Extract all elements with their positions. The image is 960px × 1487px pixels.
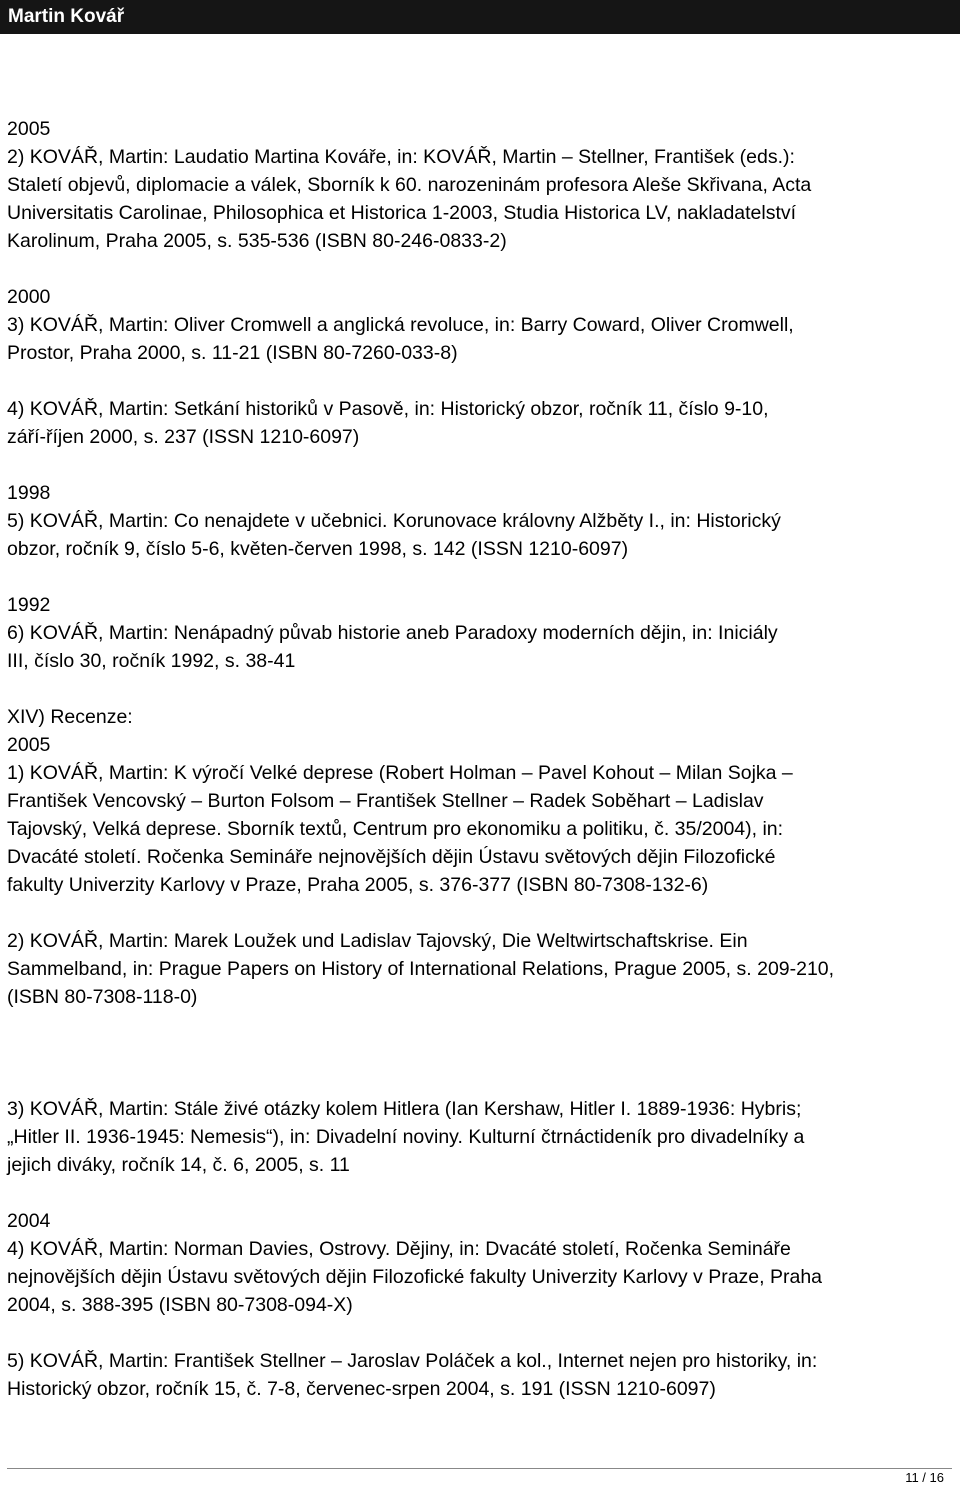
text-line: 2) KOVÁŘ, Martin: Laudatio Martina Kováře, in: KOVÁŘ, Martin – Stellner, František (eds.):	[7, 146, 795, 168]
text-line: jejich diváky, ročník 14, č. 6, 2005, s. 11	[7, 1154, 350, 1176]
text-line: 5) KOVÁŘ, Martin: František Stellner – Jaroslav Poláček a kol., Internet nejen pro historiky, in:	[7, 1350, 818, 1372]
text-line: Sammelband, in: Prague Papers on History of International Relations, Prague 2005, s. 209-210,	[7, 958, 835, 980]
text-line: 5) KOVÁŘ, Martin: Co nenajdete v učebnici. Korunovace královny Alžběty I., in: Historický	[7, 510, 781, 532]
year-heading: 2005	[7, 118, 51, 140]
year-heading: 2005	[7, 734, 51, 756]
section-heading: XIV) Recenze:	[7, 706, 133, 728]
text-line: 6) KOVÁŘ, Martin: Nenápadný půvab historie aneb Paradoxy moderních dějin, in: Iniciály	[7, 622, 778, 644]
text-line: 3) KOVÁŘ, Martin: Oliver Cromwell a anglická revoluce, in: Barry Coward, Oliver Cromwell,	[7, 314, 794, 336]
text-line: III, číslo 30, ročník 1992, s. 38-41	[7, 650, 296, 672]
text-line: (ISBN 80-7308-118-0)	[7, 986, 198, 1008]
text-line: „Hitler II. 1936-1945: Nemesis“), in: Divadelní noviny. Kulturní čtrnáctideník pro divadelníky a	[7, 1126, 805, 1148]
text-line: František Vencovský – Burton Folsom – František Stellner – Radek Soběhart – Ladislav	[7, 790, 764, 812]
page-header-title: Martin Kovář	[8, 6, 125, 27]
footer-divider	[7, 1468, 952, 1469]
text-line: 3) KOVÁŘ, Martin: Stále živé otázky kolem Hitlera (Ian Kershaw, Hitler I. 1889-1936: Hybris;	[7, 1098, 802, 1120]
year-heading: 2000	[7, 286, 51, 308]
text-line: Dvacáté století. Ročenka Semináře nejnovějších dějin Ústavu světových dějin Filozofické	[7, 846, 776, 868]
header-bar	[0, 0, 960, 34]
text-line: 2004, s. 388-395 (ISBN 80-7308-094-X)	[7, 1294, 353, 1316]
year-heading: 2004	[7, 1210, 51, 1232]
text-line: 4) KOVÁŘ, Martin: Norman Davies, Ostrovy. Dějiny, in: Dvacáté století, Ročenka Semináře	[7, 1238, 791, 1260]
text-line: Tajovský, Velká deprese. Sborník textů, Centrum pro ekonomiku a politiku, č. 35/2004), in:	[7, 818, 784, 840]
page-number: 11 / 16	[905, 1470, 944, 1485]
year-heading: 1998	[7, 482, 51, 504]
text-line: 4) KOVÁŘ, Martin: Setkání historiků v Pasově, in: Historický obzor, ročník 11, číslo 9-10,	[7, 398, 769, 420]
text-line: 1) KOVÁŘ, Martin: K výročí Velké deprese (Robert Holman – Pavel Kohout – Milan Sojka –	[7, 762, 793, 784]
text-line: září-říjen 2000, s. 237 (ISSN 1210-6097)	[7, 426, 360, 448]
text-line: Karolinum, Praha 2005, s. 535-536 (ISBN 80-246-0833-2)	[7, 230, 507, 252]
document-body	[7, 115, 952, 1403]
text-line: Prostor, Praha 2000, s. 11-21 (ISBN 80-7260-033-8)	[7, 342, 458, 364]
year-heading: 1992	[7, 594, 51, 616]
text-line: Historický obzor, ročník 15, č. 7-8, červenec-srpen 2004, s. 191 (ISSN 1210-6097)	[7, 1378, 716, 1400]
text-line: Universitatis Carolinae, Philosophica et Historica 1-2003, Studia Historica LV, nakladatelství	[7, 202, 797, 224]
text-line: 2) KOVÁŘ, Martin: Marek Loužek und Ladislav Tajovský, Die Weltwirtschaftskrise. Ein	[7, 930, 748, 952]
text-line: fakulty Univerzity Karlovy v Praze, Praha 2005, s. 376-377 (ISBN 80-7308-132-6)	[7, 874, 709, 896]
text-line: Staletí objevů, diplomacie a válek, Sborník k 60. narozeninám profesora Aleše Skřivana, Acta	[7, 174, 812, 196]
text-line: obzor, ročník 9, číslo 5-6, květen-červen 1998, s. 142 (ISSN 1210-6097)	[7, 538, 629, 560]
text-line: nejnovějších dějin Ústavu světových dějin Filozofické fakulty Univerzity Karlovy v Praze, Praha	[7, 1266, 823, 1288]
